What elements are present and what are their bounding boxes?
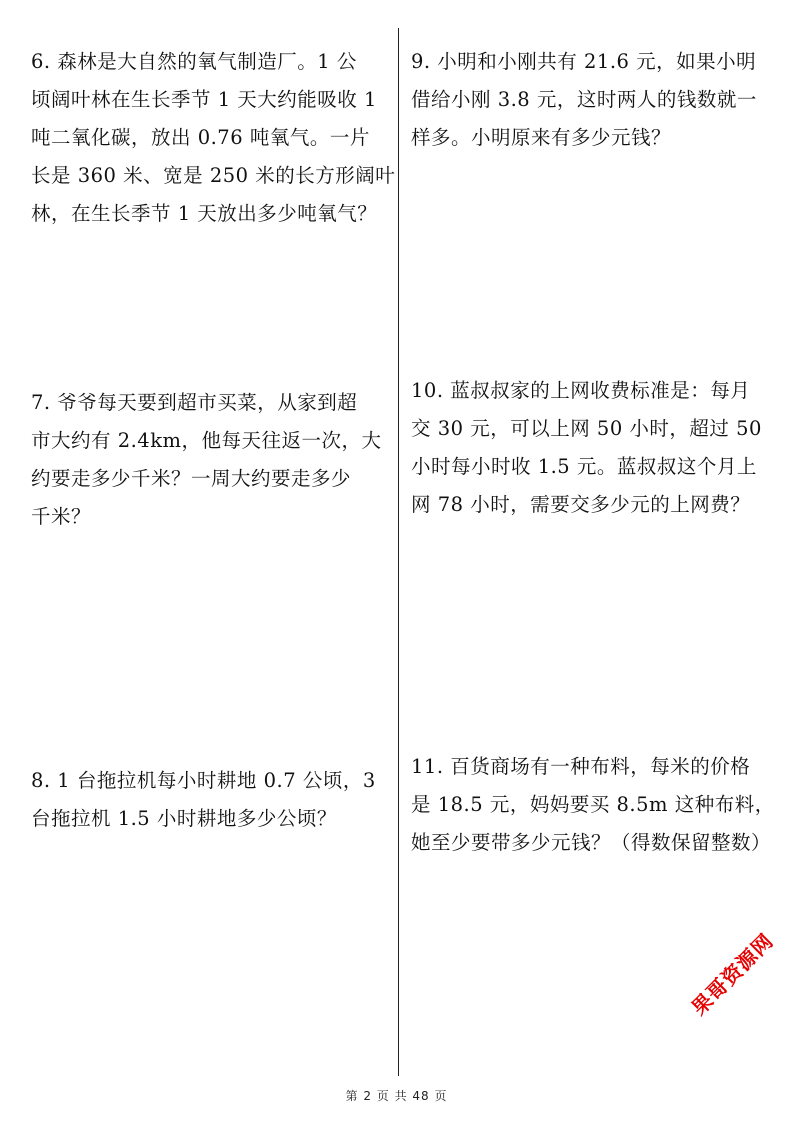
problem-6-line: 长是 360 米、宽是 250 米的长方形阔叶 <box>31 164 396 187</box>
problem-9-line: 9. 小明和小刚共有 21.6 元，如果小明 <box>411 50 757 73</box>
problem-7-line: 千米？ <box>31 505 92 528</box>
problem-7-line: 约要走多少千米？一周大约要走多少 <box>31 467 352 490</box>
problem-9 <box>411 43 766 157</box>
problem-10-line: 小时每小时收 1.5 元。蓝叔叔这个月上 <box>411 455 757 478</box>
problem-11-line: 11. 百货商场有一种布料，每米的价格 <box>411 755 751 778</box>
watermark-stamp: 果哥资源网 <box>686 928 779 1020</box>
problem-6-line: 林，在生长季节 1 天放出多少吨氧气？ <box>31 202 378 225</box>
problem-6-line: 6. 森林是大自然的氧气制造厂。1 公 <box>31 50 357 73</box>
page-footer: 第 2 页 共 48 页 <box>345 1089 448 1103</box>
problem-6-line: 顷阔叶林在生长季节 1 天大约能吸收 1 <box>31 88 377 111</box>
problem-11 <box>411 748 775 862</box>
problem-8-line: 8. 1 台拖拉机每小时耕地 0.7 公顷，3 <box>31 769 376 792</box>
problem-10-line: 10. 蓝叔叔家的上网收费标准是：每月 <box>411 379 751 402</box>
problem-10-line: 网 78 小时，需要交多少元的上网费？ <box>411 493 751 516</box>
problem-10 <box>411 372 766 524</box>
problem-11-line: 是 18.5 元，妈妈要买 8.5m 这种布料， <box>411 793 775 816</box>
problem-7-line: 7. 爷爷每天要到超市买菜，从家到超 <box>31 391 358 414</box>
problem-9-line: 借给小刚 3.8 元，这时两人的钱数就一 <box>411 88 757 111</box>
problem-6 <box>31 43 396 233</box>
problem-6-line: 吨二氧化碳，放出 0.76 吨氧气。一片 <box>31 126 370 149</box>
problem-10-line: 交 30 元，可以上网 50 小时，超过 50 <box>411 417 762 440</box>
problem-9-line: 样多。小明原来有多少元钱？ <box>411 126 672 149</box>
problem-8 <box>31 762 385 838</box>
problem-11-line: 她至少要带多少元钱？（得数保留整数） <box>411 831 772 854</box>
column-divider <box>398 28 399 1076</box>
problem-8-line: 台拖拉机 1.5 小时耕地多少公顷？ <box>31 807 337 830</box>
problem-7-line: 市大约有 2.4km，他每天往返一次，大 <box>31 429 382 452</box>
problem-7 <box>31 384 385 536</box>
